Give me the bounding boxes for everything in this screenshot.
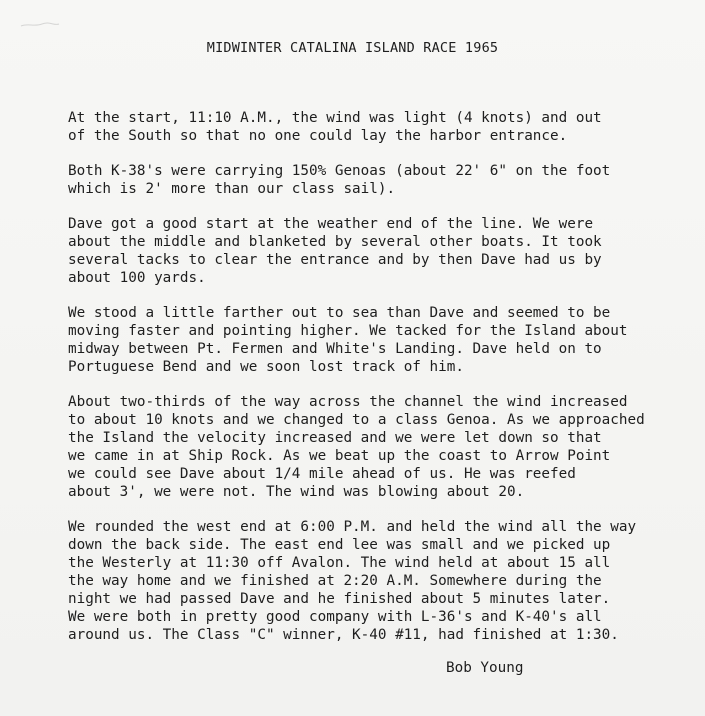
text-line: we came in at Ship Rock. As we beat up the coast to Arrow Point <box>68 448 611 464</box>
text-line: down the back side. The east end lee was small and we picked up <box>68 537 611 553</box>
text-line: about the middle and blanketed by several other boats. It took <box>68 234 602 250</box>
paragraph-6 <box>68 518 688 644</box>
paper-smudge-mark <box>20 22 60 28</box>
text-line: night we had passed Dave and he finished about 5 minutes later. <box>68 591 611 607</box>
text-line: of the South so that no one could lay the harbor entrance. <box>68 128 568 144</box>
paragraph-1 <box>68 109 688 145</box>
text-line: moving faster and pointing higher. We tacked for the Island about <box>68 323 628 339</box>
paragraph-3 <box>68 215 688 287</box>
signature: Bob Young <box>446 660 524 676</box>
text-line: We stood a little farther out to sea than Dave and seemed to be <box>68 305 611 321</box>
text-line: around us. The Class "C" winner, K-40 #11, had finished at 1:30. <box>68 627 619 643</box>
document-body <box>68 109 688 661</box>
paragraph-2 <box>68 162 688 198</box>
text-line: midway between Pt. Fermen and White's Landing. Dave held on to <box>68 341 602 357</box>
text-line: to about 10 knots and we changed to a class Genoa. As we approached <box>68 412 645 428</box>
text-line: We were both in pretty good company with L-36's and K-40's all <box>68 609 602 625</box>
text-line: Portuguese Bend and we soon lost track of him. <box>68 359 464 375</box>
text-line: about 3', we were not. The wind was blowing about 20. <box>68 484 525 500</box>
paragraph-4 <box>68 304 688 376</box>
text-line: At the start, 11:10 A.M., the wind was light (4 knots) and out <box>68 110 602 126</box>
text-line: Both K-38's were carrying 150% Genoas (about 22' 6" on the foot <box>68 163 611 179</box>
document-title: MIDWINTER CATALINA ISLAND RACE 1965 <box>206 40 499 56</box>
text-line: We rounded the west end at 6:00 P.M. and held the wind all the way <box>68 519 637 535</box>
text-line: the Island the velocity increased and we were let down so that <box>68 430 602 446</box>
text-line: About two-thirds of the way across the channel the wind increased <box>68 394 628 410</box>
text-line: the way home and we finished at 2:20 A.M. Somewhere during the <box>68 573 602 589</box>
text-line: we could see Dave about 1/4 mile ahead of us. He was reefed <box>68 466 576 482</box>
text-line: which is 2' more than our class sail). <box>68 181 396 197</box>
text-line: the Westerly at 11:30 off Avalon. The wind held at about 15 all <box>68 555 611 571</box>
text-line: about 100 yards. <box>68 270 206 286</box>
text-line: several tacks to clear the entrance and by then Dave had us by <box>68 252 602 268</box>
text-line: Dave got a good start at the weather end of the line. We were <box>68 216 594 232</box>
paragraph-5 <box>68 393 688 501</box>
